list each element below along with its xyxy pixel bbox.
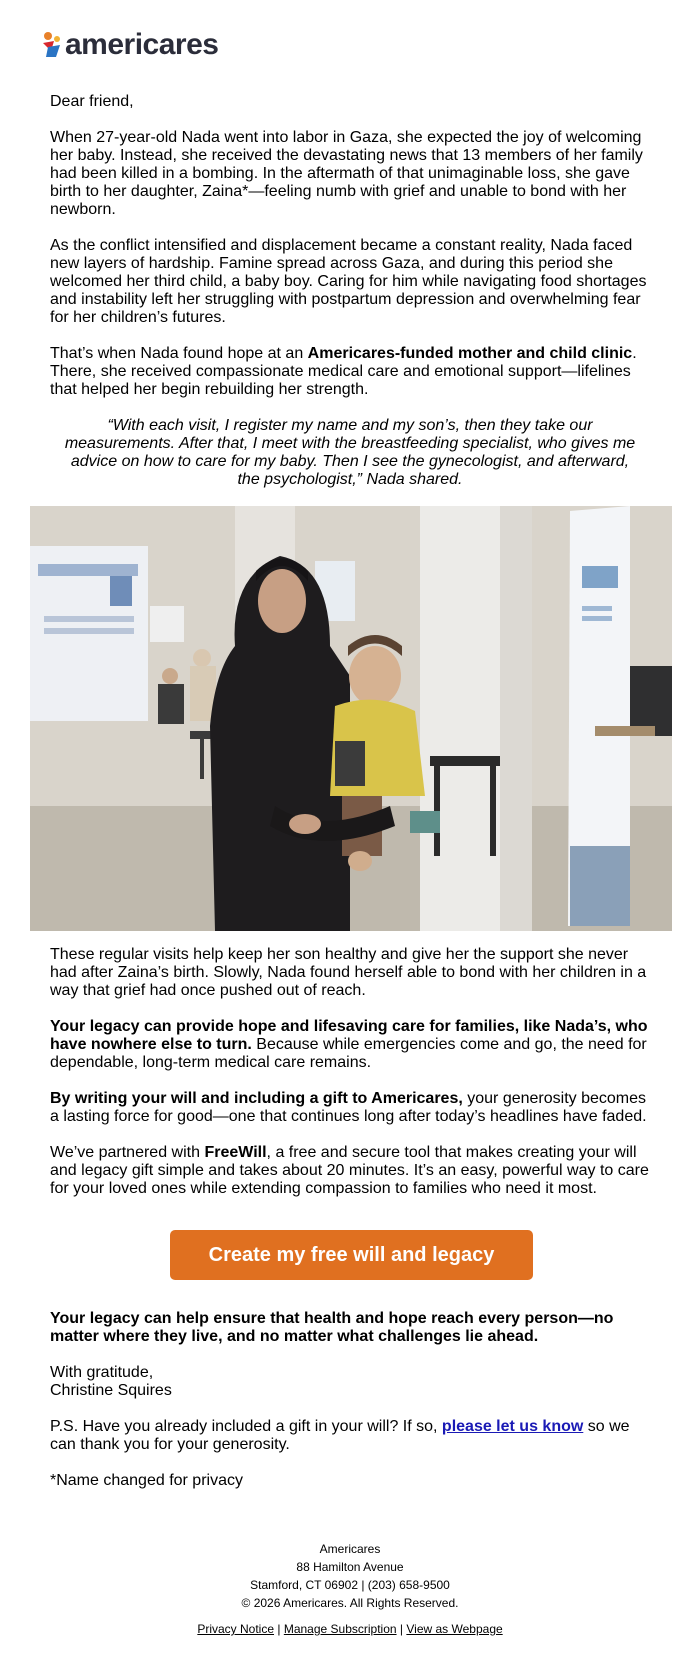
paragraph-6-text: your generosity becomes a lasting force for good—one that continues long after today’s headlines have faded. bbox=[50, 1090, 647, 1125]
paragraph-2: As the conflict intensified and displacement became a constant reality, Nada faced new layers of hardship. Famine spread across Gaza, and during this period she welcomed her third child, a baby boy. Caring for him while navigating food shortages and instability left her struggling with postpartum depression and overwhelming fear for her children’s futures. bbox=[50, 237, 647, 326]
closing-statement bbox=[50, 1310, 654, 1346]
paragraph-3-text-end: . There, she received compassionate medical care and emotional support—lifelines that helped her begin rebuilding her strength. bbox=[50, 345, 637, 398]
footer-address-line-1: 88 Hamilton Avenue bbox=[296, 1560, 404, 1574]
privacy-note: *Name changed for privacy bbox=[50, 1472, 243, 1489]
paragraph-4: These regular visits help keep her son healthy and give her the support she never had after Zaina’s birth. Slowly, Nada found herself able to bond with her children in a way that grief had once pushed out of reach. bbox=[50, 946, 647, 999]
letter-body-middle bbox=[50, 946, 654, 1216]
footer-address-line-2: Stamford, CT 06902 | (203) 658-9500 bbox=[250, 1578, 450, 1592]
americares-logo[interactable] bbox=[42, 28, 218, 62]
footer-links bbox=[0, 1622, 700, 1636]
salutation: Dear friend, bbox=[50, 93, 134, 110]
paragraph-7 bbox=[50, 1144, 654, 1198]
letter-body-bottom bbox=[50, 1310, 654, 1508]
letter-body-top bbox=[50, 93, 650, 507]
footer-separator: | bbox=[399, 1622, 404, 1636]
footer-copyright: © 2026 Americares. All Rights Reserved. bbox=[241, 1596, 459, 1610]
paragraph-6 bbox=[50, 1090, 654, 1126]
paragraph-5 bbox=[50, 1018, 654, 1072]
paragraph-5-text: Because while emergencies come and go, the need for dependable, long-term medical care remains. bbox=[50, 1036, 647, 1071]
let-us-know-link[interactable]: please let us know bbox=[441, 1418, 584, 1435]
manage-subscription-link[interactable]: Manage Subscription bbox=[283, 1622, 397, 1636]
footer-org: Americares bbox=[319, 1542, 381, 1556]
nada-quote: “With each visit, I register my name and my son’s, then they take our measurements. After that, I meet with the breastfeeding specialist, who gives me advice on how to care for my baby. Then I see the gynecologist, and afterward, the psychologist,” Nada shared. bbox=[64, 417, 636, 488]
postscript bbox=[50, 1418, 654, 1454]
postscript-text: P.S. Have you already included a gift in your will? If so, bbox=[50, 1418, 442, 1435]
closing-emphasis: Your legacy can help ensure that health and hope reach every person—no matter where they live, and no matter what challenges lie ahead. bbox=[50, 1310, 614, 1345]
footer-separator: | bbox=[277, 1622, 281, 1636]
signature-name: Christine Squires bbox=[50, 1382, 172, 1399]
freewill-emphasis: FreeWill bbox=[204, 1144, 267, 1161]
paragraph-7-text: We’ve partnered with bbox=[50, 1144, 205, 1161]
nada-photo bbox=[30, 506, 672, 931]
clinic-emphasis: Americares-funded mother and child clinic bbox=[307, 345, 633, 362]
postscript-text-end: so we can thank you for your generosity. bbox=[50, 1418, 630, 1453]
view-as-webpage-link[interactable]: View as Webpage bbox=[406, 1622, 503, 1636]
paragraph-7-text-end: , a free and secure tool that makes creating your will and legacy gift simple and takes about 20 minutes. It’s an easy, powerful way to care for your loved ones while extending compassion to families who need it most. bbox=[50, 1144, 649, 1197]
logo-text: americares bbox=[65, 28, 219, 61]
will-emphasis: By writing your will and including a gift to Americares, bbox=[50, 1090, 463, 1107]
privacy-notice-link[interactable]: Privacy Notice bbox=[197, 1622, 275, 1636]
signoff: With gratitude, bbox=[50, 1364, 154, 1381]
paragraph-1: When 27-year-old Nada went into labor in Gaza, she expected the joy of welcoming her baby. Instead, she received the devastating news that 13 members of her family had been killed in a bombing. In the aftermath of that unimaginable loss, she gave birth to her daughter, Zaina*—feeling numb with grief and unable to bond with her newborn. bbox=[50, 129, 643, 218]
paragraph-3 bbox=[50, 345, 650, 399]
footer-address bbox=[0, 1540, 700, 1612]
paragraph-3-text: That’s when Nada found hope at an bbox=[50, 345, 308, 362]
americares-logo-icon bbox=[42, 31, 62, 59]
create-will-button[interactable]: Create my free will and legacy bbox=[170, 1230, 533, 1280]
signature-block bbox=[50, 1364, 654, 1400]
legacy-emphasis: Your legacy can provide hope and lifesaving care for families, like Nada’s, who have nowhere else to turn. bbox=[50, 1018, 648, 1053]
